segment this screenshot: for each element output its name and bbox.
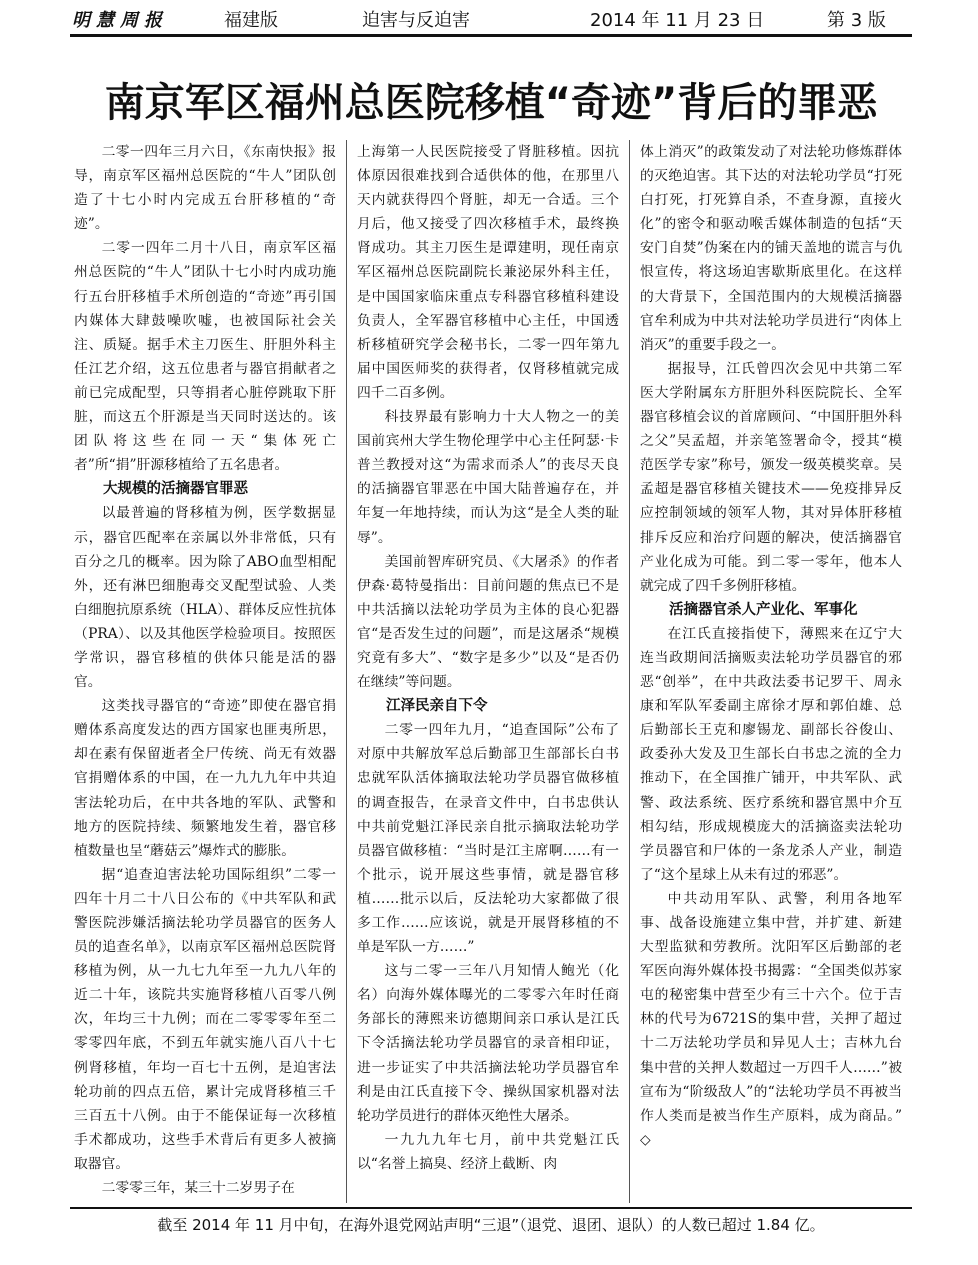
section-heading: 江泽民亲自下令 [386,698,488,715]
paragraph: 二零一四年九月，“追查国际”公布了对原中共解放军总后勤部卫生部部长白书忠就军队活体摘取法轮功学员器官做移植的调查报告，在录音文件中，白书忠供认中共前党魁江泽民亲自批示摘取法轮功学员器官做移植：“当时是江主席啊……有一个批示，说开展这些事情，就是器官移植……批示以后，反法轮功大家都做了很多工作……应该说，就是开展肾移植的不单是军队一方……” [357,722,619,956]
paragraph: 体上消灭”的政策发动了对法轮功修炼群体的灭绝迫害。其下达的对法轮功学员“打死白打死，打死算自杀，不查身源，直接火化”的密令和驱动喉舌媒体制造的包括“天安门自焚”伪案在内的铺天盖地的谎言与仇恨宣传，将这场迫害歇斯底里化。在这样的大背景下，全国范围内的大规模活摘器官牟利成为中共对法轮功学员进行“肉体上消灭”的重要手段之一。 [640,144,902,353]
paragraph: 这与二零一三年八月知情人鲍光（化名）向海外媒体曝光的二零零六年时任商务部长的薄熙来访德期间亲口承认是江氏下令活摘法轮功学员器官的录音相印证，进一步证实了中共活摘法轮功学员器官牟利是由江氏直接下令、操纵国家机器对法轮功学员进行的群体灭绝性大屠杀。 [357,963,619,1124]
article-title: 南京军区福州总医院移植“奇迹”背后的罪恶 [104,80,878,126]
section-heading: 大规模的活摘器官罪恶 [103,481,248,498]
paragraph: 这类找寻器官的“奇迹”即使在器官捐赠体系高度发达的西方国家也匪夷所思，却在素有保留逝者全尸传统、尚无有效器官捐赠体系的中国，在一九九九年中共迫害法轮功后，在中共各地的军队、武警和地方的医院持续、频繁地发生着，器官移植数量也呈“蘑菇云”爆炸式的膨胀。 [74,698,336,859]
edition-label: 福建版 [224,10,278,31]
paragraph: 美国前智库研究员、《大屠杀》的作者伊森·葛特曼指出：目前问题的焦点已不是中共活摘以法轮功学员为主体的良心犯器官“是否发生过的问题”，而是这屠杀“规模究竟有多大”、“数字是多少”以及“是否仍在继续”等问题。 [357,553,619,691]
issue-date: 2014 年 11 月 23 日 [590,10,765,31]
paragraph: 二零一四年二月十八日，南京军区福州总医院的“牛人”团队十七小时内成功施行五台肝移植手术所创造的“奇迹”再引国内媒体大肆鼓噪吹嘘，也被国际社会关注、质疑。据手术主刀医生、肝胆外科主任江艺介绍，这五位患者与器官捐献者之前已完成配型，只等捐者心脏停跳取下肝脏，而这五个肝源是当天同时送达的。该团队将这些在同一天“集体死亡者”所“捐”肝源移植给了五名患者。 [74,240,336,474]
article-column-3 [640,140,902,1203]
column-divider [629,140,630,1203]
paragraph: 一九九九年七月，前中共党魁江氏以“名誉上搞臭、经济上截断、肉 [357,1131,619,1172]
paragraph: 二零一四年三月六日，《东南快报》报导，南京军区福州总医院的“牛人”团队创造了十七小时内完成五台肝移植的“奇迹”。 [74,144,336,233]
section-label: 迫害与反迫害 [362,10,470,31]
paragraph: 上海第一人民医院接受了肾脏移植。因抗体原因很难找到合适供体的他，在那里八天内就获得四个肾脏，却无一合适。三个月后，他又接受了四次移植手术，最终换肾成功。其主刀医生是谭建明，现任南京军区福州总医院副院长兼泌尿外科主任，是中国国家临床重点专科器官移植科建设负责人，全军器官移植中心主任，中国透析移植研究学会秘书长，二零一四年第九届中国医师奖的获得者，仅肾移植就完成四千二百多例。 [357,144,619,401]
page-number: 第 3 版 [827,10,886,31]
column-divider [346,140,347,1203]
paragraph: 科技界最有影响力十大人物之一的美国前宾州大学生物伦理学中心主任阿瑟·卡普兰教授对这“为需求而杀人”的丧尽天良的活摘器官罪恶在中国大陆普遍存在，并年复一年地持续，而认为这“是全人类的耻辱”。 [357,409,619,546]
masthead [72,0,912,34]
paragraph: 据“追查迫害法轮功国际组织”二零一四年十月二十八日公布的《中共军队和武警医院涉嫌活摘法轮功学员器官的医务人员的追查名单》，以南京军区福州总医院肾移植为例，从一九七九年至一九九八年的近二十年，该院共实施肾移植八百零八例次，年均三十九例；而在二零零零年至二零零四年底，不到五年就实施八百八十七例肾移植，年均一百七十五例，是迫害法轮功前的四点五倍，累计完成肾移植三千三百五十八例。由于不能保证每一次移植手术都成功，这些手术背后有更多人被摘取器官。 [74,866,336,1172]
header-rule [70,34,912,37]
footer-rule [70,1207,912,1209]
publication-name: 明慧周报 [72,10,168,31]
article-column-1 [74,140,336,1203]
article-column-2 [357,140,619,1203]
paragraph: 二零零三年，某三十二岁男子在 [101,1180,295,1197]
paragraph: 据报导，江氏曾四次会见中共第二军医大学附属东方肝胆外科医院院长、全军器官移植会议的首席顾问、“中国肝胆外科之父”吴孟超，并亲笔签署命令，授其“模范医学专家”称号，颁发一级英模奖章。吴孟超是器官移植关键技术——免疫排异反应控制领域的领军人物，其对异体肝移植排斥反应和治疗问题的解决，使活摘器官产业化成为可能。到二零一零年，他本人就完成了四千多例肝移植。 [640,360,902,594]
paragraph: 在江氏直接指使下，薄熙来在辽宁大连当政期间活摘贩卖法轮功学员器官的邪恶“创举”，在中共政法委书记罗干、周永康和军队军委副主席徐才厚和郭伯雄、总后勤部长王克和廖锡龙、副部长谷俊山、政委孙大发及卫生部长白书忠之流的全力推动下，在全国推广铺开，中共军队、武警、政法系统、医疗系统和器官黑中介互相勾结，形成规模庞大的活摘盗卖法轮功学员器官和尸体的一条龙杀人产业，制造了“这个星球上从未有过的邪恶”。 [640,625,902,883]
paragraph: 中共动用军队、武警，利用各地军事、战备设施建立集中营，并扩建、新建大型监狱和劳教所。沈阳军区后勤部的老军医向海外媒体投书揭露：“全国类似苏家屯的秘密集中营至少有三十六个。位于吉林的代号为6721S的集中营，关押了超过十二万法轮功学员和异见人士；吉林九台集中营的关押人数超过一万四千人……”被宣布为“阶级敌人”的“法轮功学员不再被当作人类而是被当作生产原料，成为商品。” ◇ [640,890,902,1148]
footer-notice: 截至 2014 年 11 月中旬，在海外退党网站声明“三退”（退党、退团、退队）的人数已超过 1.84 亿。 [157,1216,825,1234]
section-heading: 活摘器官杀人产业化、军事化 [669,601,858,618]
paragraph: 以最普遍的肾移植为例，医学数据显示，器官匹配率在亲属以外非常低，只有百分之几的概率。因为除了ABO血型相配外，还有淋巴细胞毒交叉配型试验、人类白细胞抗原系统（HLA）、群体反应性抗体（PRA）、以及其他医学检验项目。按照医学常识，器官移植的供体只能是活的器官。 [74,505,336,691]
